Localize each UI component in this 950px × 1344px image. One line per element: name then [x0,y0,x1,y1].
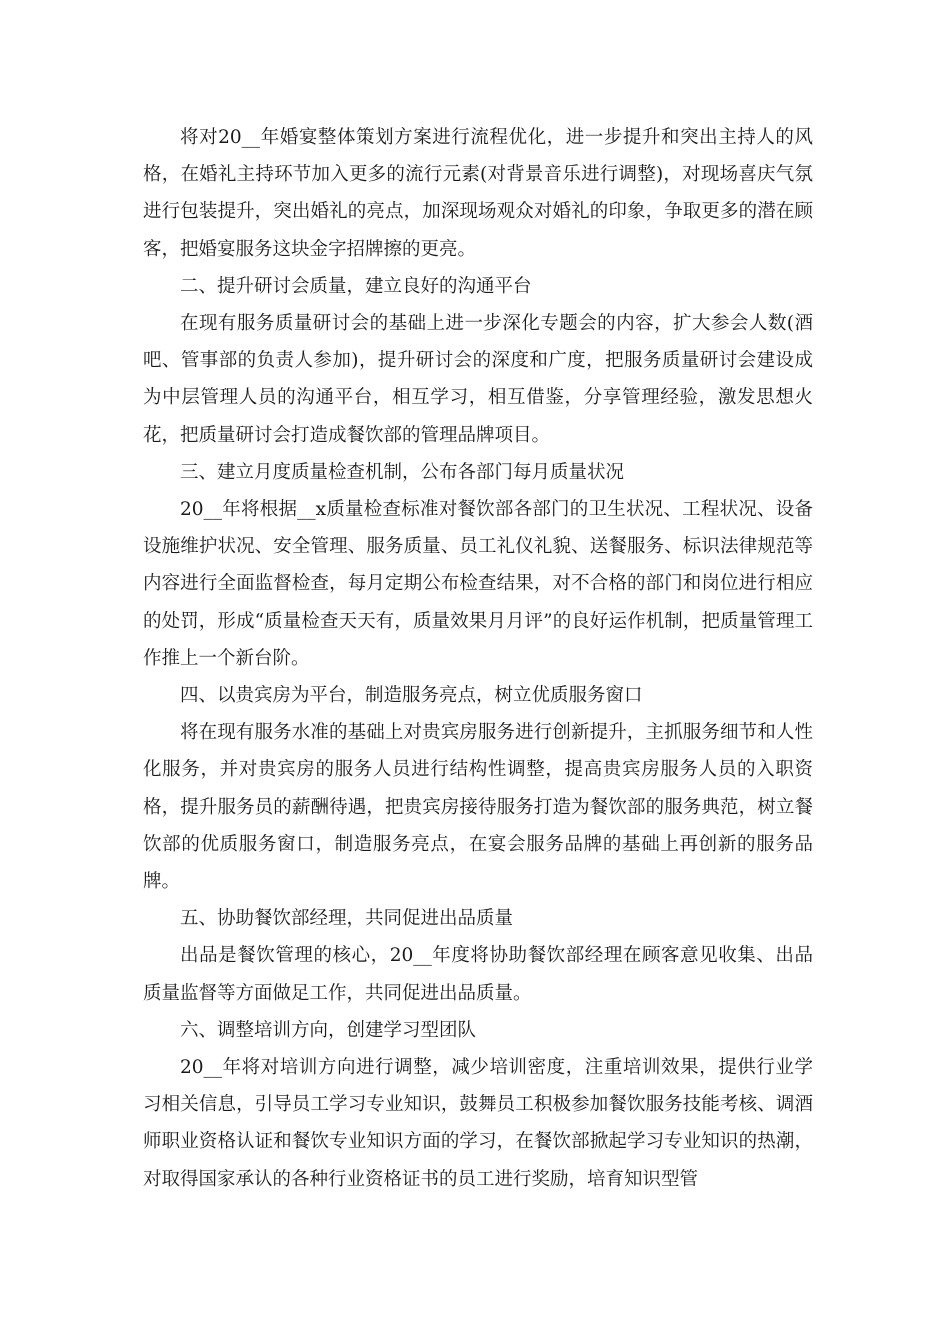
paragraph-seminar: 在现有服务质量研讨会的基础上进一步深化专题会的内容，扩大参会人数(酒吧、管事部的负责人参加)，提升研讨会的深度和广度，把服务质量研讨会建设成为中层管理人员的沟通平台，相互学习，相互借鉴，分享管理经验，激发思想火花，把质量研讨会打造成餐饮部的管理品牌项目。 [143,313,813,446]
section-heading-5: 五、协助餐饮部经理，共同促进出品质量 [180,908,514,930]
section-heading-6: 六、调整培训方向，创建学习型团队 [180,1019,477,1041]
paragraph-training: 20__年将对培训方向进行调整，减少培训密度，注重培训效果，提供行业学习相关信息，引导员工学习专业知识，鼓舞员工积极参加餐饮服务技能考核、调酒师职业资格认证和餐饮专业知识方面的学习，在餐饮部掀起学习专业知识的热潮，对取得国家承认的各种行业资格证书的员工进行奖励，培育知识型管 [143,1057,813,1190]
section-heading-3: 三、建立月度质量检查机制，公布各部门每月质量状况 [180,461,625,483]
section-heading-4: 四、以贵宾房为平台，制造服务亮点，树立优质服务窗口 [180,685,643,707]
paragraph-quality-check: 20__年将根据__x质量检查标准对餐饮部各部门的卫生状况、工程状况、设备设施维护状况、安全管理、服务质量、员工礼仪礼貌、送餐服务、标识法律规范等内容进行全面监督检查，每月定期公布检查结果，对不合格的部门和岗位进行相应的处罚，形成“质量检查天天有，质量效果月月评”的良好运作机制，把质量管理工作推上一个新台阶。 [143,499,813,669]
paragraph-wedding-plan: 将对20__年婚宴整体策划方案进行流程优化，进一步提升和突出主持人的风格，在婚礼主持环节加入更多的流行元素(对背景音乐进行调整)，对现场喜庆气氛进行包装提升，突出婚礼的亮点，加深现场观众对婚礼的印象，争取更多的潜在顾客，把婚宴服务这块金字招牌擦的更亮。 [143,127,813,260]
paragraph-vip-room: 将在现有服务水准的基础上对贵宾房服务进行创新提升，主抓服务细节和人性化服务，并对贵宾房的服务人员进行结构性调整，提高贵宾房服务人员的入职资格，提升服务员的薪酬待遇，把贵宾房接待服务打造为餐饮部的服务典范，树立餐饮部的优质服务窗口，制造服务亮点，在宴会服务品牌的基础上再创新的服务品牌。 [143,722,813,893]
paragraph-output-quality: 出品是餐饮管理的核心，20__年度将协助餐饮部经理在顾客意见收集、出品质量监督等方面做足工作，共同促进出品质量。 [143,945,813,1004]
section-heading-2: 二、提升研讨会质量，建立良好的沟通平台 [180,275,532,297]
document-body [143,119,813,1198]
